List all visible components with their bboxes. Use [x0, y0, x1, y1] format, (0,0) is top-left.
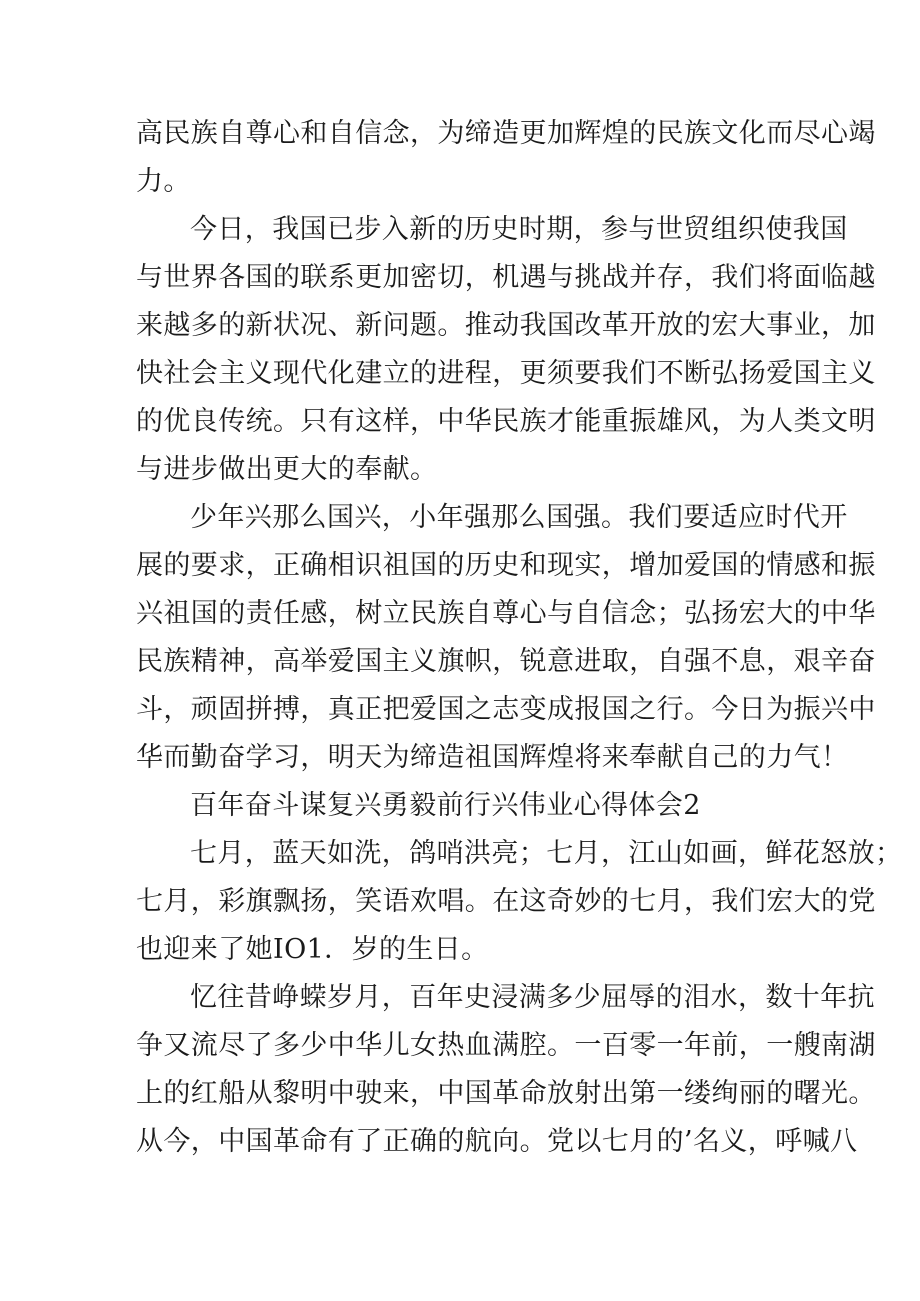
text-line: 的优良传统。只有这样，中华民族才能重振雄风，为人类文明 — [136, 406, 876, 437]
text-line: 也迎来了她IO1．岁的生日。 — [136, 934, 489, 965]
text-line: 七月，彩旗飘扬，笑语欢唱。在这奇妙的七月，我们宏大的党 — [136, 886, 876, 917]
paragraph-start-line: 七月，蓝天如洗，鸽哨洪亮；七月，江山如画，鲜花怒放； — [190, 838, 903, 869]
text-line: 高民族自尊心和自信念，为缔造更加辉煌的民族文化而尽心竭 — [136, 118, 876, 149]
paragraph-start-line: 少年兴那么国兴，小年强那么国强。我们要适应时代开 — [190, 502, 848, 533]
paragraph-start-line: 忆往昔峥蝾岁月，百年史浸满多少屈辱的泪水，数十年抗 — [190, 982, 875, 1013]
text-line: 快社会主义现代化建立的进程，更须要我们不断弘扬爱国主义 — [136, 358, 876, 389]
text-line: 上的红船从黎明中驶来，中国革命放射出第一缕绚丽的曙光。 — [136, 1078, 876, 1109]
text-line: 力。 — [136, 166, 191, 197]
text-line: 兴祖国的责任感，树立民族自尊心与自信念；弘扬宏大的中华 — [136, 598, 876, 629]
text-line: 民族精神，高举爱国主义旗帜，锐意进取，自强不息，艰辛奋 — [136, 646, 876, 677]
section-heading: 百年奋斗谋复兴勇毅前行兴伟业心得体会2 — [190, 790, 701, 821]
text-line: 华而勤奋学习，明天为缔造祖国辉煌将来奉献自己的力气！ — [136, 742, 849, 773]
text-line: 来越多的新状况、新问题。推动我国改革开放的宏大事业，加 — [136, 310, 876, 341]
text-line: 与进步做出更大的奉献。 — [136, 454, 438, 485]
text-line: 展的要求，正确相识祖国的历史和现实，增加爱国的情感和振 — [136, 550, 876, 581]
text-line: 斗，顽固拼搏，真正把爱国之志变成报国之行。今日为振兴中 — [136, 694, 876, 725]
text-line: 争又流尽了多少中华儿女热血满腔。一百零一年前，一艘南湖 — [136, 1030, 876, 1061]
paragraph-start-line: 今日，我国已步入新的历史时期，参与世贸组织使我国 — [190, 214, 848, 245]
text-line: 与世界各国的联系更加密切，机遇与挑战并存，我们将面临越 — [136, 262, 876, 293]
text-line: 从今，中国革命有了正确的航向。党以七月的’名义，呼喊八 — [136, 1126, 858, 1157]
